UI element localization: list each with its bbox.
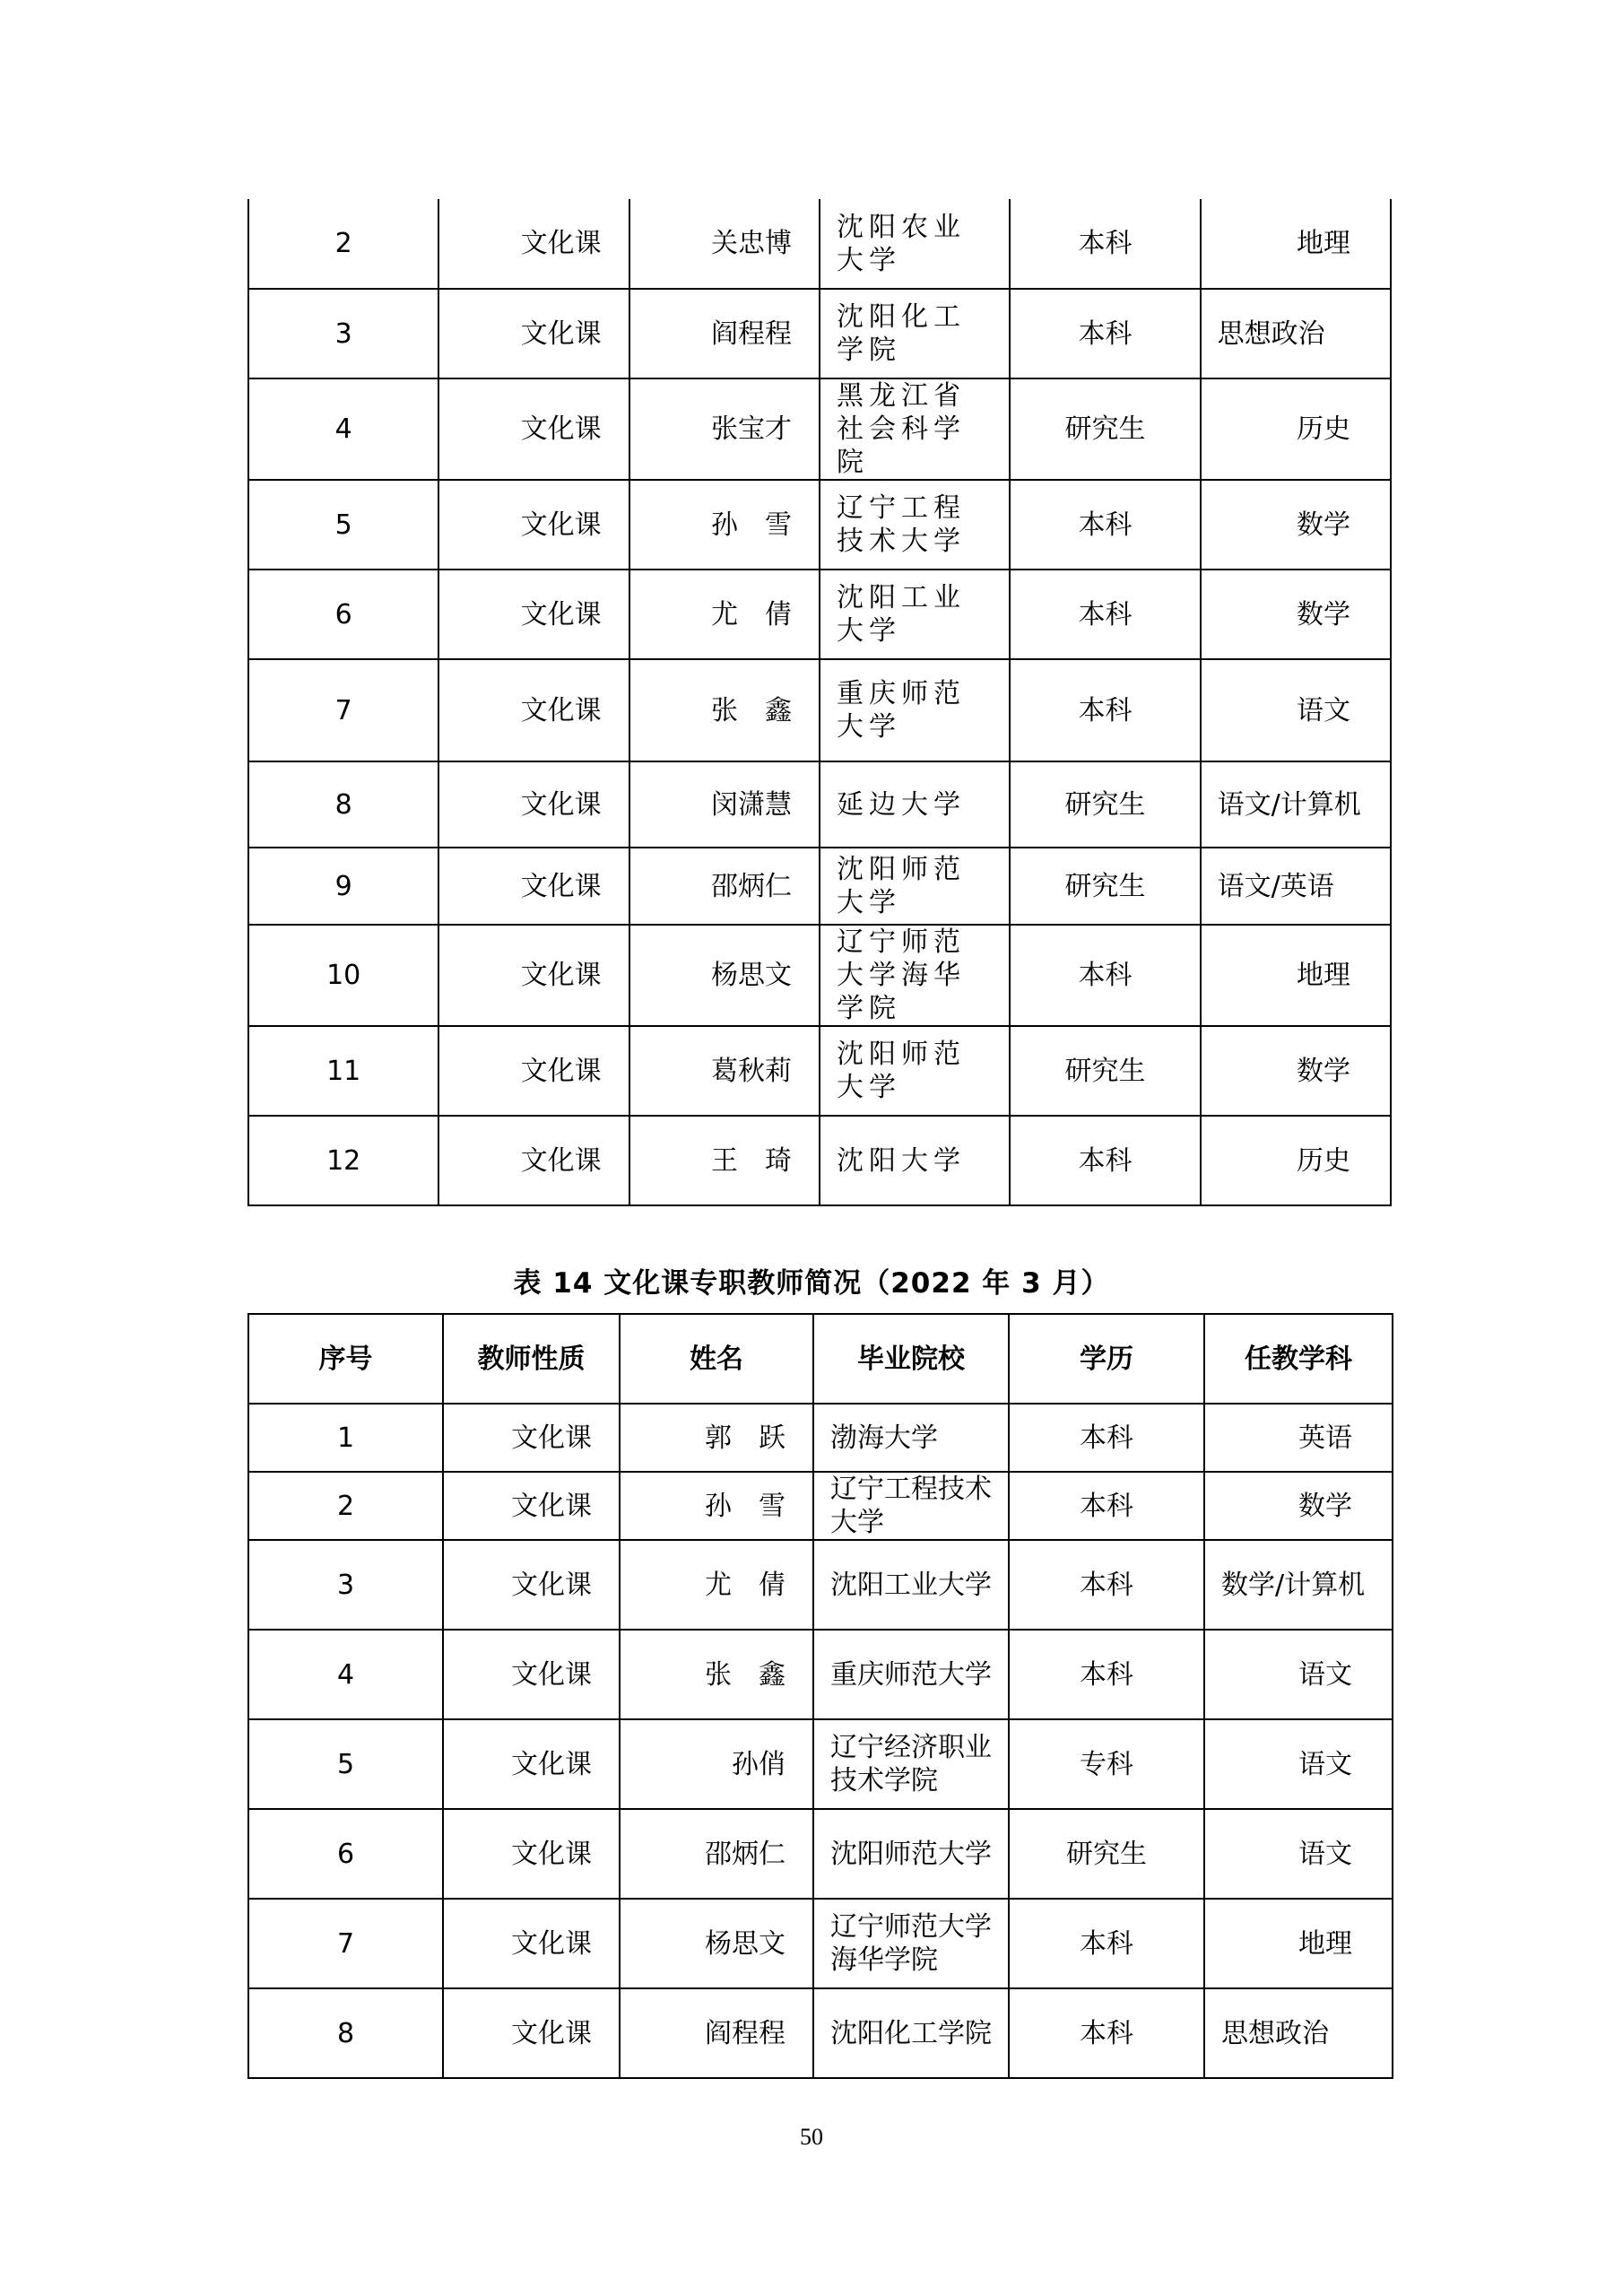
teacher-name-cell: 孙 雪 — [629, 480, 820, 570]
subject-cell: 数学 — [1201, 1026, 1391, 1116]
education-cell: 本科 — [1010, 289, 1200, 378]
teacher-type-cell: 文化课 — [438, 659, 629, 761]
table-row — [248, 848, 1391, 925]
teacher-name-cell: 邵炳仁 — [629, 848, 820, 925]
teacher-type-cell: 文化课 — [438, 848, 629, 925]
subject-cell: 数学 — [1204, 1472, 1393, 1540]
education-cell: 研究生 — [1010, 848, 1200, 925]
subject-cell: 数学 — [1201, 570, 1391, 659]
row-number-cell: 4 — [248, 1630, 443, 1719]
teacher-name-cell: 张宝才 — [629, 378, 820, 480]
header-cell: 教师性质 — [443, 1314, 620, 1404]
subject-cell: 数学/计算机 — [1204, 1540, 1393, 1630]
table-row — [248, 925, 1391, 1026]
teacher-table-14 — [247, 1313, 1393, 2079]
subject-cell: 数学 — [1201, 480, 1391, 570]
education-cell: 本科 — [1009, 1899, 1204, 1988]
subject-cell: 地理 — [1201, 925, 1391, 1026]
teacher-name-cell: 杨思文 — [629, 925, 820, 1026]
education-cell: 专科 — [1009, 1719, 1204, 1809]
row-number-cell: 6 — [248, 1809, 443, 1899]
teacher-type-cell: 文化课 — [438, 761, 629, 848]
school-cell: 黑龙江省社会科学院 — [820, 378, 1010, 480]
teacher-table-continued-body — [248, 199, 1391, 1205]
teacher-type-cell: 文化课 — [443, 1404, 620, 1472]
subject-cell: 英语 — [1204, 1404, 1393, 1472]
teacher-type-cell: 文化课 — [438, 378, 629, 480]
subject-cell: 历史 — [1201, 1116, 1391, 1205]
teacher-type-cell: 文化课 — [438, 570, 629, 659]
subject-cell: 思想政治 — [1204, 1988, 1393, 2078]
subject-cell: 语文/计算机 — [1201, 761, 1391, 848]
subject-cell: 语文 — [1204, 1809, 1393, 1899]
school-cell: 辽宁经济职业技术学院 — [813, 1719, 1009, 1809]
teacher-type-cell: 文化课 — [443, 1899, 620, 1988]
table-row — [248, 1988, 1393, 2078]
header-cell: 序号 — [248, 1314, 443, 1404]
school-cell: 辽宁师范大学海华学院 — [820, 925, 1010, 1026]
subject-cell: 历史 — [1201, 378, 1391, 480]
subject-cell: 语文 — [1204, 1719, 1393, 1809]
subject-cell: 地理 — [1204, 1899, 1393, 1988]
education-cell: 本科 — [1010, 480, 1200, 570]
school-cell: 辽宁师范大学海华学院 — [813, 1899, 1009, 1988]
row-number-cell: 4 — [248, 378, 438, 480]
teacher-type-cell: 文化课 — [438, 199, 629, 289]
school-cell: 延边大学 — [820, 761, 1010, 848]
table-row — [248, 1809, 1393, 1899]
row-number-cell: 9 — [248, 848, 438, 925]
table-row — [248, 1472, 1393, 1540]
teacher-type-cell: 文化课 — [438, 1026, 629, 1116]
row-number-cell: 2 — [248, 1472, 443, 1540]
teacher-type-cell: 文化课 — [438, 480, 629, 570]
education-cell: 研究生 — [1009, 1809, 1204, 1899]
table-row — [248, 1026, 1391, 1116]
school-cell: 沈阳师范大学 — [820, 1026, 1010, 1116]
school-cell: 渤海大学 — [813, 1404, 1009, 1472]
teacher-name-cell: 阎程程 — [620, 1988, 813, 2078]
subject-cell: 思想政治 — [1201, 289, 1391, 378]
teacher-type-cell: 文化课 — [443, 1988, 620, 2078]
teacher-name-cell: 孙 雪 — [620, 1472, 813, 1540]
table-row — [248, 1404, 1393, 1472]
teacher-name-cell: 关忠博 — [629, 199, 820, 289]
teacher-type-cell: 文化课 — [443, 1540, 620, 1630]
teacher-table-continued — [247, 199, 1392, 1206]
teacher-name-cell: 闵潇慧 — [629, 761, 820, 848]
row-number-cell: 7 — [248, 1899, 443, 1988]
education-cell: 本科 — [1010, 925, 1200, 1026]
education-cell: 本科 — [1010, 1116, 1200, 1205]
school-cell: 沈阳化工学院 — [813, 1988, 1009, 2078]
row-number-cell: 10 — [248, 925, 438, 1026]
table-row — [248, 570, 1391, 659]
teacher-table-14-body — [248, 1404, 1393, 2078]
row-number-cell: 1 — [248, 1404, 443, 1472]
school-cell: 沈阳师范大学 — [813, 1809, 1009, 1899]
subject-cell: 地理 — [1201, 199, 1391, 289]
teacher-type-cell: 文化课 — [438, 1116, 629, 1205]
school-cell: 沈阳工业大学 — [820, 570, 1010, 659]
teacher-name-cell: 阎程程 — [629, 289, 820, 378]
header-cell: 任教学科 — [1204, 1314, 1393, 1404]
row-number-cell: 5 — [248, 480, 438, 570]
table-caption: 表 14 文化课专职教师简况（2022 年 3 月） — [513, 1267, 1110, 1300]
teacher-name-cell: 杨思文 — [620, 1899, 813, 1988]
teacher-name-cell: 张 鑫 — [620, 1630, 813, 1719]
subject-cell: 语文/英语 — [1201, 848, 1391, 925]
teacher-type-cell: 文化课 — [443, 1472, 620, 1540]
school-cell: 重庆师范大学 — [820, 659, 1010, 761]
teacher-type-cell: 文化课 — [438, 289, 629, 378]
teacher-name-cell: 张 鑫 — [629, 659, 820, 761]
table-row — [248, 1719, 1393, 1809]
school-cell: 沈阳化工学院 — [820, 289, 1010, 378]
table-row — [248, 1540, 1393, 1630]
education-cell: 本科 — [1010, 570, 1200, 659]
row-number-cell: 8 — [248, 1988, 443, 2078]
table-row — [248, 289, 1391, 378]
school-cell: 沈阳工业大学 — [813, 1540, 1009, 1630]
education-cell: 本科 — [1009, 1404, 1204, 1472]
subject-cell: 语文 — [1204, 1630, 1393, 1719]
teacher-name-cell: 孙俏 — [620, 1719, 813, 1809]
education-cell: 本科 — [1009, 1540, 1204, 1630]
school-cell: 辽宁工程技术大学 — [820, 480, 1010, 570]
teacher-type-cell: 文化课 — [443, 1809, 620, 1899]
teacher-name-cell: 尤 倩 — [629, 570, 820, 659]
school-cell: 辽宁工程技术大学 — [813, 1472, 1009, 1540]
education-cell: 研究生 — [1010, 761, 1200, 848]
teacher-type-cell: 文化课 — [443, 1630, 620, 1719]
table-header-row — [248, 1314, 1393, 1404]
row-number-cell: 7 — [248, 659, 438, 761]
school-cell: 重庆师范大学 — [813, 1630, 1009, 1719]
table-row — [248, 378, 1391, 480]
school-cell: 沈阳大学 — [820, 1116, 1010, 1205]
row-number-cell: 11 — [248, 1026, 438, 1116]
teacher-name-cell: 王 琦 — [629, 1116, 820, 1205]
table-row — [248, 480, 1391, 570]
education-cell: 本科 — [1009, 1472, 1204, 1540]
education-cell: 研究生 — [1010, 378, 1200, 480]
row-number-cell: 3 — [248, 289, 438, 378]
table-row — [248, 659, 1391, 761]
school-cell: 沈阳师范大学 — [820, 848, 1010, 925]
table-row — [248, 1116, 1391, 1205]
row-number-cell: 12 — [248, 1116, 438, 1205]
teacher-name-cell: 尤 倩 — [620, 1540, 813, 1630]
header-cell: 毕业院校 — [813, 1314, 1009, 1404]
education-cell: 本科 — [1009, 1630, 1204, 1719]
education-cell: 研究生 — [1010, 1026, 1200, 1116]
header-cell: 姓名 — [620, 1314, 813, 1404]
table-row — [248, 761, 1391, 848]
row-number-cell: 2 — [248, 199, 438, 289]
teacher-type-cell: 文化课 — [443, 1719, 620, 1809]
school-cell: 沈阳农业大学 — [820, 199, 1010, 289]
page-number: 50 — [800, 2124, 823, 2150]
header-cell: 学历 — [1009, 1314, 1204, 1404]
education-cell: 本科 — [1010, 199, 1200, 289]
row-number-cell: 5 — [248, 1719, 443, 1809]
row-number-cell: 6 — [248, 570, 438, 659]
education-cell: 本科 — [1009, 1988, 1204, 2078]
table-row — [248, 199, 1391, 289]
teacher-name-cell: 郭 跃 — [620, 1404, 813, 1472]
teacher-name-cell: 邵炳仁 — [620, 1809, 813, 1899]
teacher-name-cell: 葛秋莉 — [629, 1026, 820, 1116]
education-cell: 本科 — [1010, 659, 1200, 761]
table-row — [248, 1899, 1393, 1988]
row-number-cell: 8 — [248, 761, 438, 848]
teacher-type-cell: 文化课 — [438, 925, 629, 1026]
subject-cell: 语文 — [1201, 659, 1391, 761]
row-number-cell: 3 — [248, 1540, 443, 1630]
table-row — [248, 1630, 1393, 1719]
